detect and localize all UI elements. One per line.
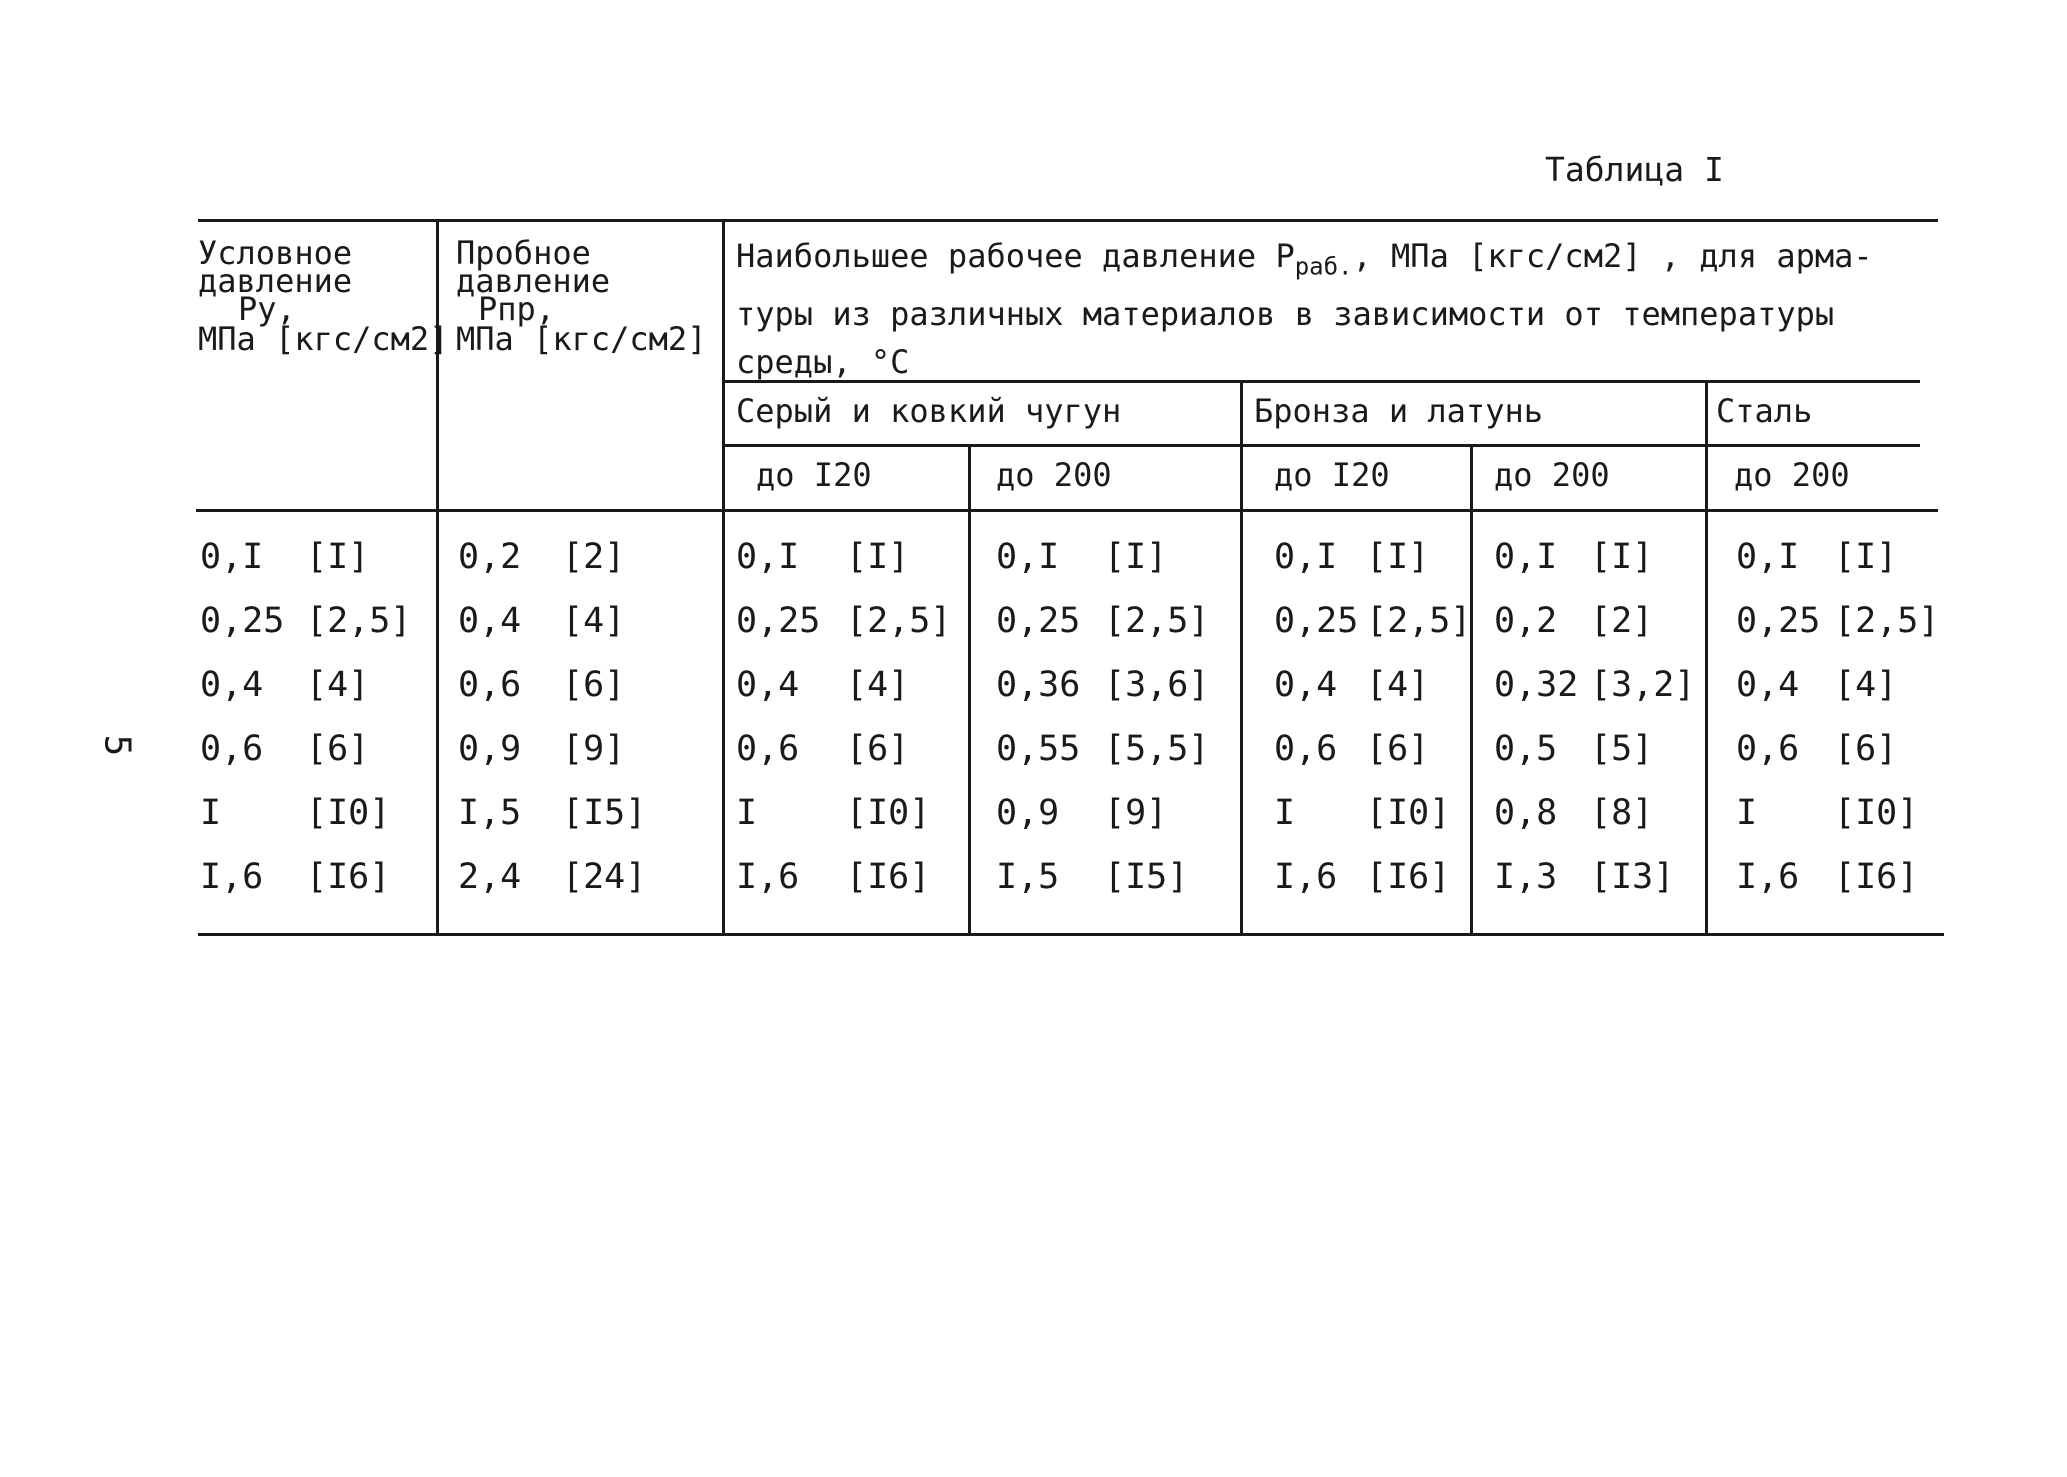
cell-value: I,5: [996, 857, 1060, 897]
table-label: Таблица I: [1545, 150, 1724, 189]
cell-kgf-value: [2,5]: [1366, 601, 1472, 641]
col-divider-4: [1240, 382, 1243, 934]
cell-kgf-value: [4]: [306, 665, 370, 705]
cell-kgf-value: [I]: [1104, 537, 1168, 577]
cell-value: 0,25: [996, 601, 1081, 641]
cell-value: I: [200, 793, 222, 833]
header-main-line3: среды, °C: [736, 343, 910, 382]
cell-value: 0,4: [1274, 665, 1338, 705]
cell-value: 0,2: [1494, 601, 1558, 641]
cell-kgf-value: [4]: [1834, 665, 1898, 705]
header-col2-line3: Pпр,: [478, 290, 556, 328]
cell-kgf-value: [I3]: [1590, 857, 1675, 897]
group-cast-iron: Серый и ковкий чугун: [736, 392, 1122, 430]
header-main-line1-b: , МПа [кгс/см2] , для арма-: [1352, 237, 1873, 275]
cell-kgf-value: [6]: [1834, 729, 1898, 769]
col-divider-6: [1705, 382, 1708, 934]
header-col2-line4: МПа [кгс/см2]: [456, 320, 707, 358]
header-main: [736, 232, 1873, 386]
cell-value: 2,4: [458, 857, 522, 897]
cell-value: I,6: [1736, 857, 1800, 897]
header-col1-line4: МПа [кгс/см2]: [198, 320, 449, 358]
cell-value: I: [736, 793, 758, 833]
cell-value: 0,25: [200, 601, 285, 641]
cell-value: 0,6: [200, 729, 264, 769]
cell-kgf-value: [2,5]: [846, 601, 952, 641]
cell-kgf-value: [2]: [562, 537, 626, 577]
cell-kgf-value: [I]: [1834, 537, 1898, 577]
cell-value: 0,5: [1494, 729, 1558, 769]
cell-kgf-value: [I]: [306, 537, 370, 577]
group-bronze-brass: Бронза и латунь: [1254, 392, 1543, 430]
cell-kgf-value: [8]: [1590, 793, 1654, 833]
temp-bronze-120: до I20: [1274, 456, 1390, 494]
cell-kgf-value: [6]: [1366, 729, 1430, 769]
group-steel: Сталь: [1716, 392, 1813, 430]
temp-cast-iron-120: до I20: [756, 456, 872, 494]
header-main-line1-a: Наибольшее рабочее давление P: [736, 237, 1295, 275]
cell-kgf-value: [I]: [1590, 537, 1654, 577]
cell-value: 0,36: [996, 665, 1081, 705]
cell-kgf-value: [I6]: [1834, 857, 1919, 897]
header-col2-line1: Пробное: [456, 234, 591, 272]
cell-kgf-value: [2]: [1590, 601, 1654, 641]
table-top-rule: [198, 219, 1938, 222]
cell-kgf-value: [I0]: [306, 793, 391, 833]
cell-kgf-value: [I6]: [846, 857, 931, 897]
cell-kgf-value: [I6]: [306, 857, 391, 897]
col-divider-2: [722, 221, 725, 934]
cell-value: 0,8: [1494, 793, 1558, 833]
cell-value: 0,25: [1274, 601, 1359, 641]
cell-value: 0,6: [1274, 729, 1338, 769]
cell-value: I,3: [1494, 857, 1558, 897]
col-divider-5: [1470, 446, 1473, 934]
cell-kgf-value: [I5]: [1104, 857, 1189, 897]
table-bottom-rule: [198, 933, 1944, 936]
cell-kgf-value: [2,5]: [1834, 601, 1940, 641]
cell-kgf-value: [I]: [846, 537, 910, 577]
cell-kgf-value: [6]: [846, 729, 910, 769]
cell-value: I,6: [200, 857, 264, 897]
cell-value: 0,I: [1274, 537, 1338, 577]
cell-kgf-value: [I0]: [1366, 793, 1451, 833]
cell-kgf-value: [4]: [562, 601, 626, 641]
cell-kgf-value: [I]: [1366, 537, 1430, 577]
temp-bronze-200: до 200: [1494, 456, 1610, 494]
cell-value: 0,I: [1494, 537, 1558, 577]
header-col1-line2: давление: [198, 262, 353, 300]
col-divider-3: [968, 446, 971, 934]
cell-kgf-value: [4]: [1366, 665, 1430, 705]
cell-kgf-value: [2,5]: [1104, 601, 1210, 641]
cell-value: I,5: [458, 793, 522, 833]
cell-value: 0,4: [1736, 665, 1800, 705]
cell-kgf-value: [2,5]: [306, 601, 412, 641]
cell-value: 0,4: [736, 665, 800, 705]
cell-kgf-value: [6]: [562, 665, 626, 705]
cell-kgf-value: [I0]: [846, 793, 931, 833]
header-col2: [456, 236, 706, 356]
temp-cast-iron-200: до 200: [996, 456, 1112, 494]
cell-kgf-value: [I5]: [562, 793, 647, 833]
cell-value: I,6: [736, 857, 800, 897]
cell-kgf-value: [4]: [846, 665, 910, 705]
temp-header-rule: [724, 444, 1920, 447]
cell-kgf-value: [9]: [1104, 793, 1168, 833]
cell-value: I: [1274, 793, 1296, 833]
cell-value: 0,9: [996, 793, 1060, 833]
cell-kgf-value: [I6]: [1366, 857, 1451, 897]
cell-value: 0,25: [736, 601, 821, 641]
cell-kgf-value: [I0]: [1834, 793, 1919, 833]
cell-value: 0,4: [458, 601, 522, 641]
cell-value: 0,6: [1736, 729, 1800, 769]
page-number: 5: [96, 734, 138, 757]
header-main-line1: [736, 232, 1873, 290]
header-main-sub: раб.: [1294, 252, 1353, 281]
cell-value: 0,55: [996, 729, 1081, 769]
cell-kgf-value: [5]: [1590, 729, 1654, 769]
header-col1-line1: Условное: [198, 234, 353, 272]
cell-value: 0,6: [736, 729, 800, 769]
cell-value: 0,4: [200, 665, 264, 705]
cell-value: 0,I: [1736, 537, 1800, 577]
cell-value: 0,9: [458, 729, 522, 769]
cell-value: 0,6: [458, 665, 522, 705]
header-col2-line2: давление: [456, 262, 611, 300]
header-main-line2: туры из различных материалов в зависимости от температуры: [736, 295, 1835, 334]
cell-value: 0,2: [458, 537, 522, 577]
cell-value: 0,32: [1494, 665, 1579, 705]
header-bottom-rule: [196, 509, 1938, 512]
cell-value: I: [1736, 793, 1758, 833]
cell-kgf-value: [6]: [306, 729, 370, 769]
temp-steel-200: до 200: [1734, 456, 1850, 494]
header-col1: [198, 236, 448, 356]
header-col1-line3: Py,: [238, 290, 296, 328]
cell-kgf-value: [5,5]: [1104, 729, 1210, 769]
cell-value: 0,I: [736, 537, 800, 577]
cell-kgf-value: [9]: [562, 729, 626, 769]
cell-value: 0,I: [200, 537, 264, 577]
cell-value: 0,I: [996, 537, 1060, 577]
cell-kgf-value: [3,2]: [1590, 665, 1696, 705]
cell-value: 0,25: [1736, 601, 1821, 641]
cell-value: I,6: [1274, 857, 1338, 897]
cell-kgf-value: [24]: [562, 857, 647, 897]
cell-kgf-value: [3,6]: [1104, 665, 1210, 705]
